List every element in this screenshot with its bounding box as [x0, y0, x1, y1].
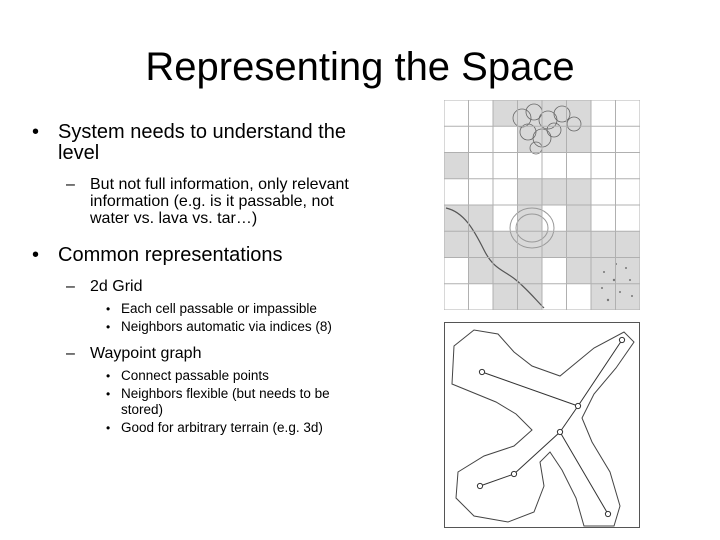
bullet-level3-item — [32, 368, 350, 384]
waypoint-node — [605, 511, 610, 516]
blocked-cell — [616, 258, 641, 284]
blocked-cell — [567, 179, 592, 205]
bullet-dot-icon: • — [106, 387, 111, 401]
blocked-cell — [591, 284, 616, 310]
bullet-level2-item — [32, 278, 350, 295]
bullet-text: Good for arbitrary terrain (e.g. 3d) — [121, 420, 323, 435]
blocked-cell — [469, 258, 494, 284]
bullet-dot-icon: • — [106, 302, 111, 316]
bullet-level3-item — [32, 301, 350, 317]
blocked-cell — [469, 205, 494, 231]
dash-bullet-icon: – — [66, 345, 75, 362]
bullet-level2-item — [32, 176, 350, 227]
blocked-cell — [616, 284, 641, 310]
bullet-dot-icon: • — [106, 369, 111, 383]
blocked-cell — [567, 205, 592, 231]
bullet-level3-item — [32, 420, 350, 436]
dash-bullet-icon: – — [66, 278, 75, 295]
bullet-level3-item — [32, 319, 350, 335]
blocked-cell — [518, 231, 543, 257]
blocked-cell — [567, 258, 592, 284]
grid-figure — [444, 100, 640, 310]
bullet-dot-icon: • — [32, 244, 40, 266]
blocked-cell — [567, 231, 592, 257]
waypoint-node — [511, 471, 516, 476]
bullet-level1-item — [32, 245, 350, 266]
dash-bullet-icon: – — [66, 176, 75, 193]
blocked-cell — [542, 179, 567, 205]
bullet-dot-icon: • — [106, 320, 111, 334]
bullet-level1-item — [32, 122, 350, 164]
bullet-level3-item — [32, 386, 350, 418]
slide-title: Representing the Space — [145, 45, 575, 89]
bullet-text: 2d Grid — [90, 278, 143, 295]
bullet-text: But not full information, only relevant information (e.g. is it passable, not water vs. lava vs. tar…) — [90, 176, 349, 227]
bullet-text: Common representations — [58, 244, 283, 266]
blocked-cell — [616, 231, 641, 257]
blocked-cell — [444, 153, 469, 179]
bullet-dot-icon: • — [106, 421, 111, 435]
bullet-text: Connect passable points — [121, 368, 269, 383]
bullet-text: Neighbors flexible (but needs to be stored) — [121, 386, 330, 417]
waypoint-node — [575, 403, 580, 408]
waypoint-node — [557, 429, 562, 434]
bullet-dot-icon: • — [32, 121, 40, 143]
bullet-level2-item — [32, 345, 350, 362]
bullet-text: Each cell passable or impassible — [121, 301, 317, 316]
bullet-list — [32, 122, 350, 436]
blocked-cell — [493, 258, 518, 284]
bullet-text: Waypoint graph — [90, 345, 202, 362]
blocked-cell — [518, 284, 543, 310]
blocked-cell — [444, 231, 469, 257]
waypoint-graph-figure — [444, 322, 640, 528]
blocked-cell — [493, 284, 518, 310]
graph-frame — [445, 323, 640, 528]
blocked-cell — [591, 231, 616, 257]
waypoint-node — [477, 483, 482, 488]
waypoint-node — [619, 337, 624, 342]
blocked-cell — [591, 258, 616, 284]
blocked-cell — [518, 179, 543, 205]
bullet-text: System needs to understand the level — [58, 121, 346, 164]
waypoint-node — [479, 369, 484, 374]
blocked-cell — [493, 231, 518, 257]
blocked-cell — [518, 258, 543, 284]
bullet-text: Neighbors automatic via indices (8) — [121, 319, 332, 334]
